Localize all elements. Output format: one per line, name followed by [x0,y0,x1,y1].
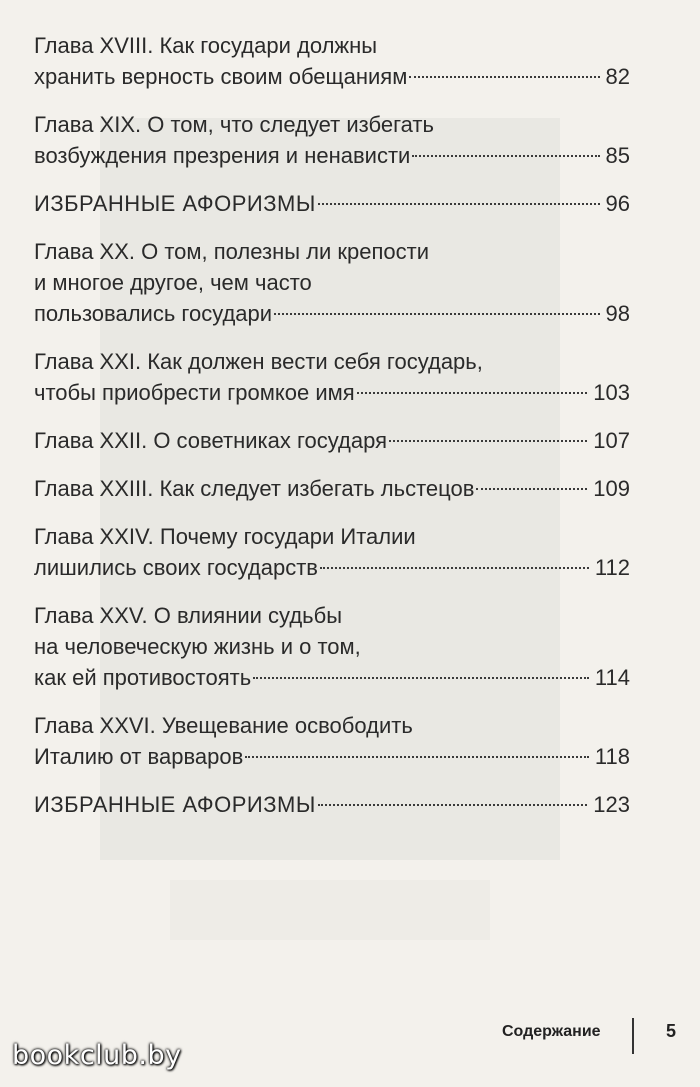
toc-page-number: 107 [593,428,630,453]
toc-entry-title: Глава XXII. О советниках государя [34,428,387,453]
toc-page-number: 123 [593,792,630,817]
toc-entry-title: ИЗБРАННЫЕ АФОРИЗМЫ [34,792,316,817]
toc-entry [34,710,630,772]
toc-entry-line: на человеческую жизнь и о том, [34,634,361,659]
dot-leader [357,392,588,394]
toc-entry-title: Глава XXIII. Как следует избегать льстецов [34,476,475,501]
toc-page-number: 85 [605,143,630,168]
toc-page-number: 118 [594,744,630,769]
toc-entry [34,109,630,171]
page-number: 5 [666,1021,677,1041]
toc-entry-title: чтобы приобрести громкое имя [34,380,355,405]
toc-entry [34,188,630,219]
toc-entry [34,789,630,820]
dot-leader [318,203,600,205]
toc-entry-title: ИЗБРАННЫЕ АФОРИЗМЫ [34,191,316,216]
toc-entry-line: Глава XXIV. Почему государи Италии [34,524,416,549]
table-of-contents [34,30,630,837]
toc-entry-line: Глава XIX. О том, что следует избегать [34,112,434,137]
dot-leader [253,677,589,679]
dot-leader [389,440,587,442]
toc-entry-line: Глава XXV. О влиянии судьбы [34,603,343,628]
dot-leader [412,155,599,157]
dot-leader [274,313,599,315]
toc-entry-title: как ей противостоять [34,665,252,690]
toc-entry [34,236,630,329]
page-footer [480,1013,690,1053]
toc-page-number: 96 [605,191,630,216]
toc-entry [34,521,630,583]
toc-entry [34,30,630,92]
toc-page-number: 114 [594,665,630,690]
toc-entry-title: возбуждения презрения и ненависти [34,143,411,168]
toc-entry-title: пользовались государи [34,301,273,326]
toc-entry-line: Глава XXVI. Увещевание освободить [34,713,413,738]
show-through-shadow [170,880,490,940]
dot-leader [409,76,599,78]
toc-entry [34,346,630,408]
toc-entry-line: Глава XXI. Как должен вести себя государь, [34,349,483,374]
toc-entry-line: Глава XVIII. Как государи должны [34,33,378,58]
toc-entry [34,425,630,456]
toc-page-number: 103 [593,380,630,405]
dot-leader [320,567,589,569]
footer-divider [632,1018,634,1054]
toc-entry-line: и многое другое, чем часто [34,270,312,295]
dot-leader [245,756,589,758]
toc-entry [34,473,630,504]
watermark: bookclub.by [12,1040,182,1071]
toc-page-number: 109 [593,476,630,501]
toc-page-number: 82 [605,64,630,89]
toc-page-number: 112 [594,555,630,580]
toc-entry-title: лишились своих государств [34,555,318,580]
running-footer-title: Содержание [502,1023,601,1040]
toc-entry-line: Глава XX. О том, полезны ли крепости [34,239,430,264]
toc-entry-title: хранить верность своим обещаниям [34,64,408,89]
toc-entry-title: Италию от варваров [34,744,244,769]
dot-leader [318,804,587,806]
toc-page-number: 98 [605,301,630,326]
dot-leader [476,488,587,490]
toc-entry [34,600,630,693]
